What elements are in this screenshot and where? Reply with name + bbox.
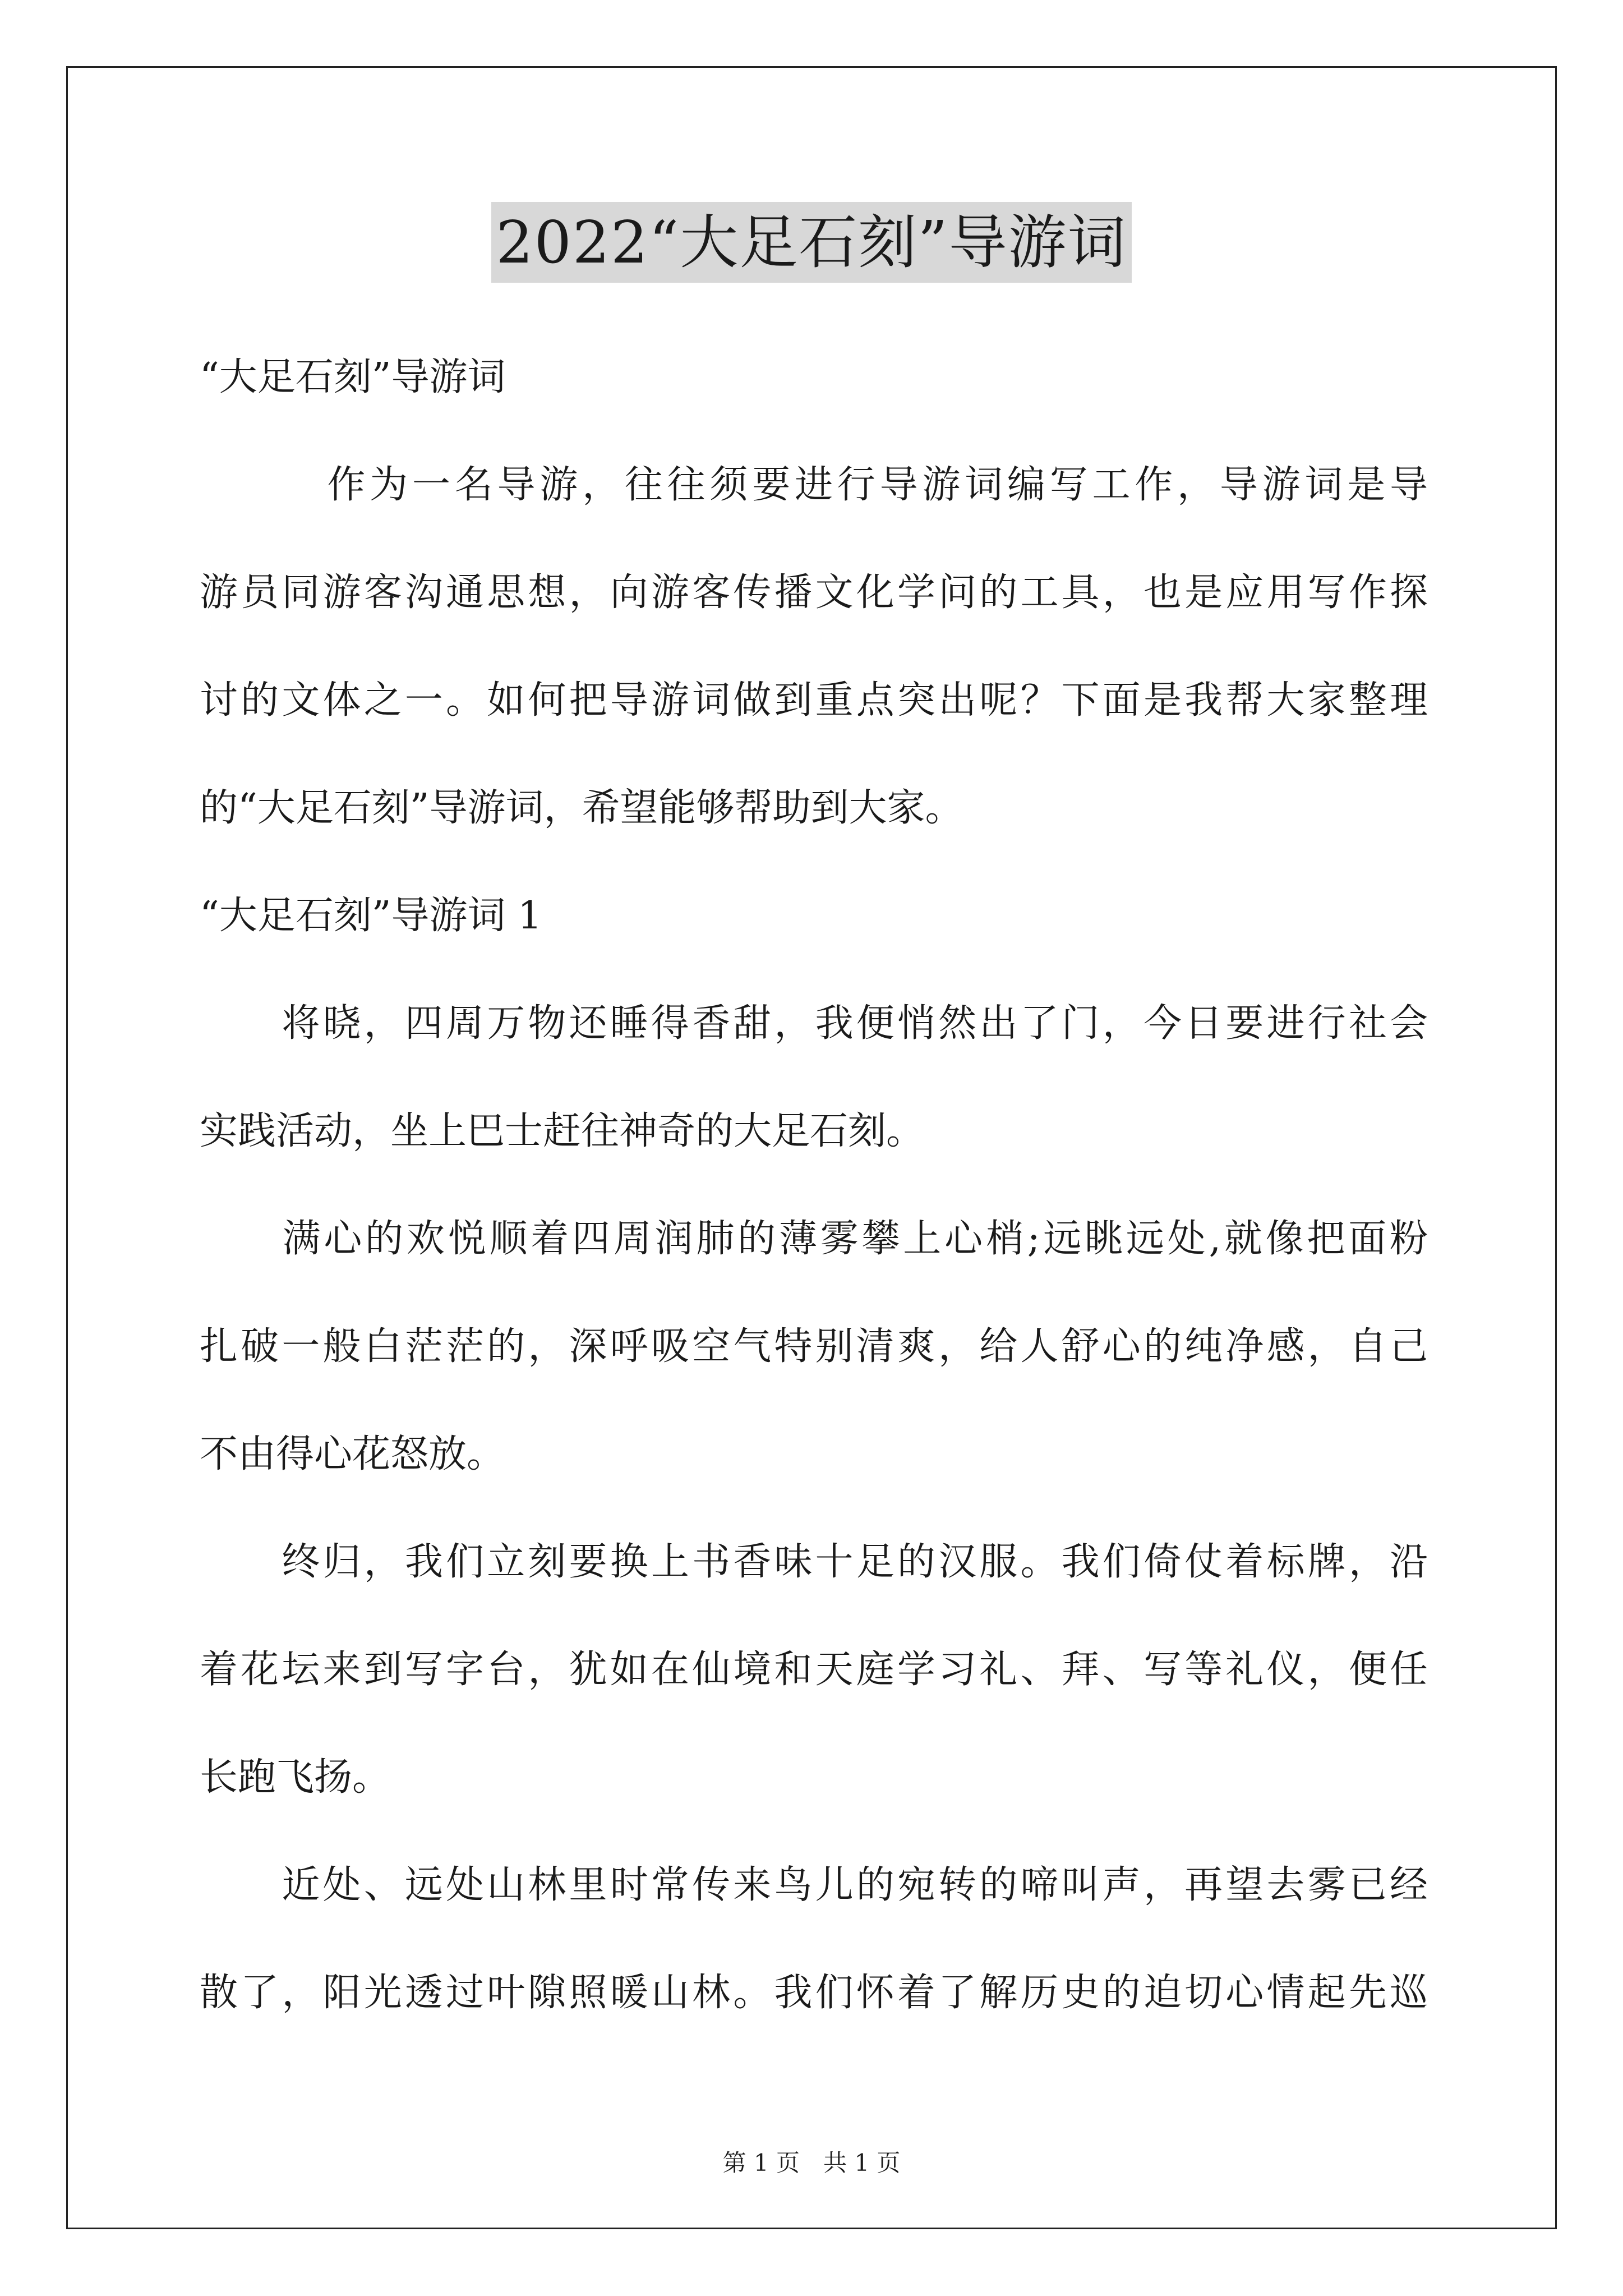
- paragraph-line: 实践活动，坐上巴士赶往神奇的大足石刻。: [200, 1109, 925, 1153]
- paragraph-line: 游员同游客沟通思想，向游客传播文化学问的工具，也是应用写作探: [200, 570, 1428, 615]
- paragraph-line: 扎破一般白茫茫的，深呼吸空气特别清爽，给人舒心的纯净感，自己: [200, 1324, 1428, 1369]
- document-title: 2022“大足石刻”导游词: [491, 202, 1131, 283]
- paragraph-line: 不由得心花怒放。: [200, 1432, 505, 1476]
- paragraph-line: 满心的欢悦顺着四周润肺的薄雾攀上心梢;远眺远处,就像把面粉: [200, 1217, 1428, 1261]
- document-subtitle: “大足石刻”导游词: [200, 355, 506, 399]
- paragraph-line: 散了，阳光透过叶隙照暖山林。我们怀着了解历史的迫切心情起先巡: [200, 1971, 1428, 2015]
- title-container: [0, 202, 1623, 283]
- paragraph-line: 讨的文体之一。如何把导游词做到重点突出呢？下面是我帮大家整理: [200, 678, 1428, 723]
- section-heading: “大足石刻”导游词 1: [200, 894, 542, 938]
- page-number-footer: 第 1 页 共 1 页: [722, 2149, 901, 2177]
- paragraph-line: 着花坛来到写字台，犹如在仙境和天庭学习礼、拜、写等礼仪，便任: [200, 1648, 1428, 1692]
- paragraph-line: 终归，我们立刻要换上书香味十足的汉服。我们倚仗着标牌，沿: [200, 1540, 1428, 1584]
- paragraph-line: 长跑飞扬。: [200, 1755, 391, 1800]
- paragraph-line: 近处、远处山林里时常传来鸟儿的宛转的啼叫声，再望去雾已经: [200, 1863, 1428, 1907]
- paragraph-line: 将晓，四周万物还睡得香甜，我便悄然出了门，今日要进行社会: [200, 1001, 1428, 1046]
- paragraph-line: 的“大足石刻”导游词，希望能够帮助到大家。: [200, 786, 963, 830]
- paragraph-line: 作为一名导游，往往须要进行导游词编写工作，导游词是导: [200, 463, 1428, 507]
